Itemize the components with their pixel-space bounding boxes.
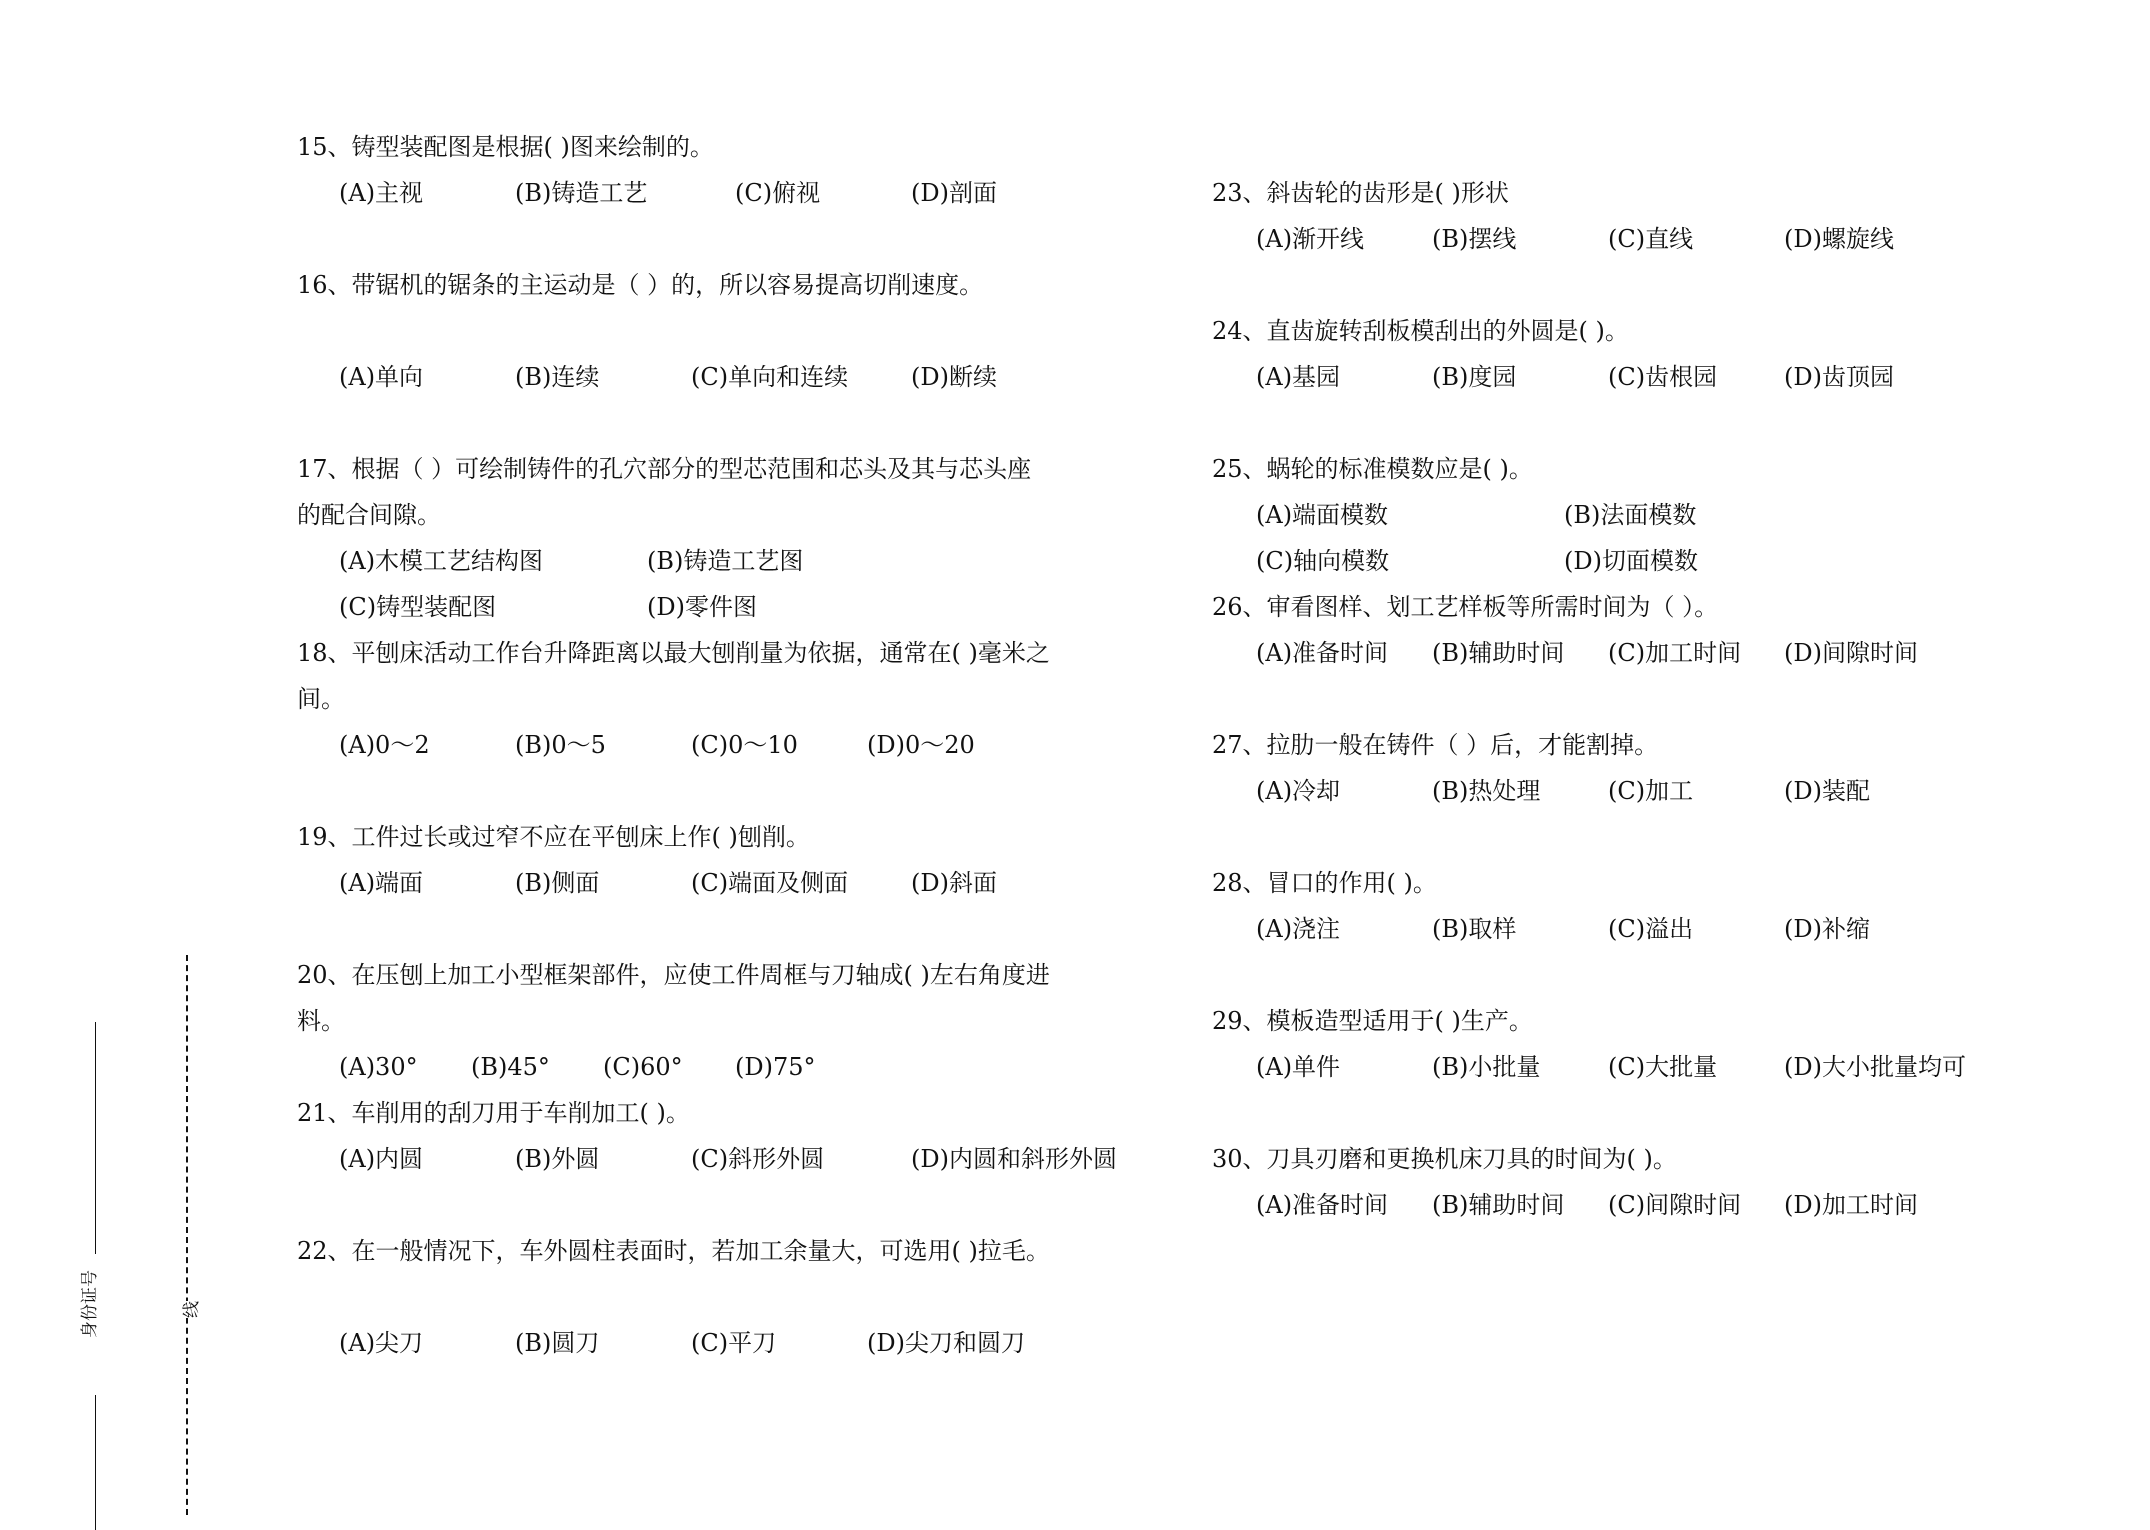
question-stem: 15、铸型装配图是根据( )图来绘制的。 [297,133,714,161]
question-stem-line-2: 间。 [297,685,345,713]
option-b: (B)小批量 [1432,1053,1541,1081]
option-c: (C)端面及侧面 [691,869,849,897]
option-c: (C)60° [603,1053,683,1081]
option-b: (B)连续 [515,363,600,391]
option-b: (B)圆刀 [515,1329,600,1357]
option-c: (C)铸型装配图 [339,593,497,621]
option-d: (D)间隙时间 [1784,639,1918,667]
question-stem: 22、在一般情况下，车外圆柱表面时，若加工余量大，可选用( )拉毛。 [297,1237,1050,1265]
option-c: (C)直线 [1608,225,1694,253]
question-stem: 27、拉肋一般在铸件（ ）后，才能割掉。 [1212,731,1659,759]
question-stem-line-1: 18、平刨床活动工作台升降距离以最大刨削量为依据，通常在( )毫米之 [297,639,1050,667]
question-stem: 28、冒口的作用( )。 [1212,869,1437,897]
binding-line-label: 线 [182,1301,202,1318]
option-d: (D)尖刀和圆刀 [867,1329,1025,1357]
option-d: (D)装配 [1784,777,1870,805]
option-b: (B)摆线 [1432,225,1517,253]
option-a: (A)木模工艺结构图 [339,547,544,575]
option-b: (B)热处理 [1432,777,1541,805]
option-b: (B)度园 [1432,363,1517,391]
option-b: (B)铸造工艺图 [647,547,804,575]
question-stem-line-1: 17、根据（ ）可绘制铸件的孔穴部分的型芯范围和芯头及其与芯头座 [297,455,1032,483]
question-stem: 26、审看图样、划工艺样板等所需时间为（ ）。 [1212,593,1719,621]
option-d: (D)大小批量均可 [1784,1053,1966,1081]
option-c: (C)单向和连续 [691,363,849,391]
option-a: (A)30° [339,1053,418,1081]
option-a: (A)单件 [1256,1053,1341,1081]
option-d: (D)切面模数 [1564,547,1698,575]
option-c: (C)0～10 [691,731,798,759]
option-c: (C)齿根园 [1608,363,1718,391]
option-c: (C)平刀 [691,1329,777,1357]
option-c: (C)轴向模数 [1256,547,1390,575]
option-b: (B)铸造工艺 [515,179,648,207]
option-a: (A)渐开线 [1256,225,1365,253]
option-c: (C)加工 [1608,777,1694,805]
option-b: (B)辅助时间 [1432,639,1565,667]
question-stem: 30、刀具刃磨和更换机床刀具的时间为( )。 [1212,1145,1677,1173]
option-b: (B)辅助时间 [1432,1191,1565,1219]
option-c: (C)俯视 [735,179,821,207]
option-c: (C)间隙时间 [1608,1191,1742,1219]
option-a: (A)单向 [339,363,424,391]
option-a: (A)准备时间 [1256,1191,1389,1219]
option-a: (A)冷却 [1256,777,1341,805]
option-a: (A)浇注 [1256,915,1341,943]
option-c: (C)大批量 [1608,1053,1718,1081]
option-d: (D)补缩 [1784,915,1870,943]
question-stem-line-2: 料。 [297,1007,345,1035]
option-b: (B)侧面 [515,869,600,897]
option-d: (D)内圆和斜形外圆 [911,1145,1117,1173]
question-stem: 23、斜齿轮的齿形是( )形状 [1212,179,1509,207]
option-d: (D)75° [735,1053,816,1081]
option-d: (D)斜面 [911,869,997,897]
option-a: (A)主视 [339,179,424,207]
option-d: (D)螺旋线 [1784,225,1894,253]
option-c: (C)溢出 [1608,915,1694,943]
option-a: (A)内圆 [339,1145,424,1173]
option-b: (B)取样 [1432,915,1517,943]
id-line-lower [95,1395,96,1530]
id-number-label: 身份证号 [80,1270,100,1338]
option-d: (D)加工时间 [1784,1191,1918,1219]
option-d: (D)齿顶园 [1784,363,1894,391]
option-c: (C)斜形外圆 [691,1145,825,1173]
option-a: (A)准备时间 [1256,639,1389,667]
question-stem: 24、直齿旋转刮板模刮出的外圆是( )。 [1212,317,1629,345]
question-stem: 29、模板造型适用于( )生产。 [1212,1007,1533,1035]
binding-dashed-line [186,955,188,1515]
option-a: (A)0～2 [339,731,430,759]
option-d: (D)断续 [911,363,997,391]
option-a: (A)基园 [1256,363,1341,391]
option-d: (D)0～20 [867,731,975,759]
option-c: (C)加工时间 [1608,639,1742,667]
id-line-upper [95,1022,96,1254]
option-b: (B)外圆 [515,1145,600,1173]
option-a: (A)端面 [339,869,424,897]
question-stem-line-1: 20、在压刨上加工小型框架部件，应使工件周框与刀轴成( )左右角度进 [297,961,1050,989]
option-d: (D)剖面 [911,179,997,207]
option-b: (B)法面模数 [1564,501,1697,529]
question-stem: 16、带锯机的锯条的主运动是（ ）的，所以容易提高切削速度。 [297,271,984,299]
option-a: (A)端面模数 [1256,501,1389,529]
option-a: (A)尖刀 [339,1329,424,1357]
option-b: (B)45° [471,1053,550,1081]
question-stem: 19、工件过长或过窄不应在平刨床上作( )刨削。 [297,823,810,851]
question-stem: 25、蜗轮的标准模数应是( )。 [1212,455,1533,483]
question-stem: 21、车削用的刮刀用于车削加工( )。 [297,1099,690,1127]
question-stem-line-2: 的配合间隙。 [297,501,441,529]
option-b: (B)0～5 [515,731,606,759]
option-d: (D)零件图 [647,593,757,621]
